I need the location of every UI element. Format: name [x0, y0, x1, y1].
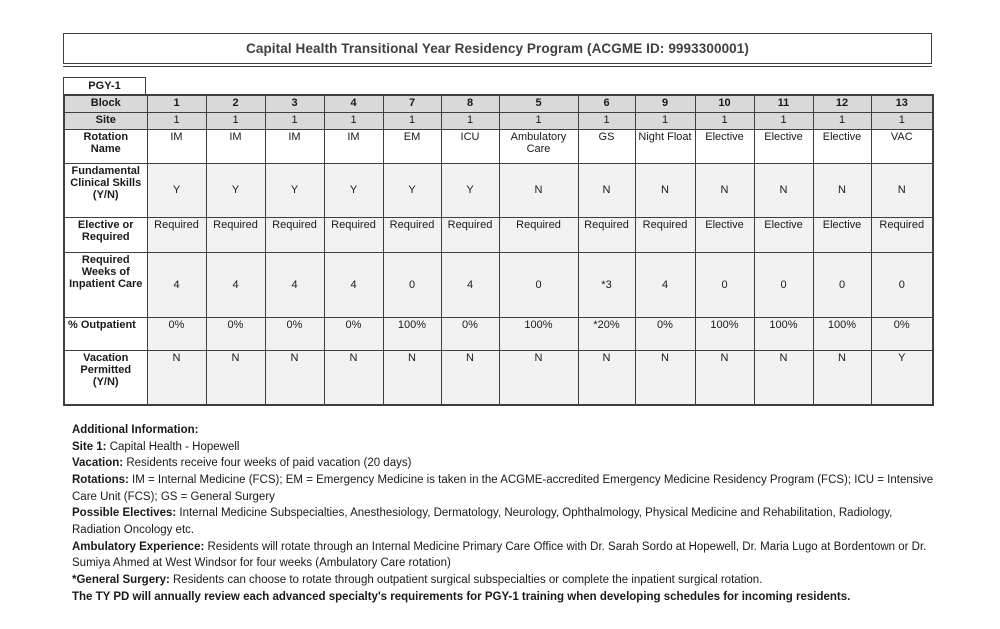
vacation-cell: N: [695, 350, 754, 405]
vacation-cell: N: [265, 350, 324, 405]
rotation-cell: ICU: [441, 129, 499, 163]
site-cell: 1: [499, 112, 578, 129]
elective_or_required-cell: Required: [499, 217, 578, 252]
vacation-cell: N: [813, 350, 871, 405]
additional-information-heading: Additional Information:: [72, 424, 199, 436]
vacation-cell: N: [754, 350, 813, 405]
fcs-cell: N: [695, 163, 754, 217]
note-line: Possible Electives: Internal Medicine Subspecialties, Anesthesiology, Dermatology, Neurology, Ophthalmology, Physical Medicine and Rehabilitation, Radiology, Radiation Oncology etc.: [72, 507, 893, 537]
elective_or_required-cell: Required: [441, 217, 499, 252]
blocks-cell: 2: [206, 95, 265, 112]
row-label-vacation-permitted: Vacation Permitted (Y/N): [64, 350, 147, 405]
rotation-cell: EM: [383, 129, 441, 163]
table-row-elective-or-required: [64, 217, 933, 252]
row-label-elective-or-required: Elective or Required: [64, 217, 147, 252]
vacation-cell: N: [578, 350, 635, 405]
blocks-cell: 5: [499, 95, 578, 112]
elective_or_required-cell: Elective: [754, 217, 813, 252]
site-cell: 1: [754, 112, 813, 129]
fcs-cell: N: [871, 163, 933, 217]
vacation-cell: N: [324, 350, 383, 405]
pct_outpatient-cell: 0%: [871, 317, 933, 350]
site-cell: 1: [265, 112, 324, 129]
blocks-cell: 11: [754, 95, 813, 112]
blocks-cell: 6: [578, 95, 635, 112]
table-row-inpatient-weeks: [64, 252, 933, 317]
schedule-table: [63, 94, 934, 406]
note-line: *General Surgery: Residents can choose to rotate through outpatient surgical subspecialties or complete the inpatient surgical rotation.: [72, 574, 763, 587]
elective_or_required-cell: Required: [265, 217, 324, 252]
rotation-cell: Night Float: [635, 129, 695, 163]
note-line: The TY PD will annually review each advanced specialty's requirements for PGY-1 training when developing schedules for incoming residents.: [72, 590, 851, 603]
site-cell: 1: [813, 112, 871, 129]
blocks-cell: 1: [147, 95, 206, 112]
pct_outpatient-cell: 100%: [754, 317, 813, 350]
inpatient_weeks-cell: 0: [813, 252, 871, 317]
fcs-cell: Y: [147, 163, 206, 217]
pct_outpatient-cell: 0%: [265, 317, 324, 350]
vacation-cell: N: [383, 350, 441, 405]
site-cell: 1: [206, 112, 265, 129]
inpatient_weeks-cell: *3: [578, 252, 635, 317]
rotation-cell: IM: [324, 129, 383, 163]
pct_outpatient-cell: 100%: [383, 317, 441, 350]
elective_or_required-cell: Elective: [813, 217, 871, 252]
pct_outpatient-cell: 0%: [147, 317, 206, 350]
table-row-block: [64, 95, 933, 112]
vacation-cell: N: [147, 350, 206, 405]
rotation-cell: Ambulatory Care: [499, 129, 578, 163]
blocks-cell: 13: [871, 95, 933, 112]
site-cell: 1: [324, 112, 383, 129]
elective_or_required-cell: Required: [147, 217, 206, 252]
inpatient_weeks-cell: 4: [441, 252, 499, 317]
rotation-cell: Elective: [813, 129, 871, 163]
inpatient_weeks-cell: 4: [147, 252, 206, 317]
note-line: Site 1: Capital Health - Hopewell: [72, 440, 240, 453]
inpatient_weeks-cell: 0: [754, 252, 813, 317]
fcs-cell: Y: [206, 163, 265, 217]
elective_or_required-cell: Required: [383, 217, 441, 252]
row-label-block: Block: [64, 95, 147, 112]
elective_or_required-cell: Required: [871, 217, 933, 252]
pct_outpatient-cell: *20%: [578, 317, 635, 350]
pct_outpatient-cell: 0%: [324, 317, 383, 350]
blocks-cell: 7: [383, 95, 441, 112]
row-label-site: Site: [64, 112, 147, 129]
fcs-cell: N: [754, 163, 813, 217]
fcs-cell: Y: [383, 163, 441, 217]
rotation-cell: VAC: [871, 129, 933, 163]
table-row-pct-outpatient: [64, 317, 933, 350]
vacation-cell: N: [206, 350, 265, 405]
pct_outpatient-cell: 100%: [695, 317, 754, 350]
fcs-cell: Y: [265, 163, 324, 217]
vacation-cell: N: [441, 350, 499, 405]
site-cell: 1: [695, 112, 754, 129]
elective_or_required-cell: Required: [324, 217, 383, 252]
additional-information-section: [72, 422, 934, 605]
fcs-cell: N: [499, 163, 578, 217]
vacation-cell: Y: [871, 350, 933, 405]
vacation-cell: N: [635, 350, 695, 405]
inpatient_weeks-cell: 0: [695, 252, 754, 317]
inpatient_weeks-cell: 0: [383, 252, 441, 317]
rotation-cell: IM: [265, 129, 324, 163]
note-line: Ambulatory Experience: Residents will rotate through an Internal Medicine Primary Care Office with Dr. Sarah Sordo at Hopewell, Dr. Maria Lugo at Bordentown or Dr. Sumiya Ahmed at West Windsor for four weeks (Ambulatory Care rotation): [72, 540, 927, 570]
blocks-cell: 9: [635, 95, 695, 112]
fcs-cell: N: [635, 163, 695, 217]
site-cell: 1: [147, 112, 206, 129]
note-line: Rotations: IM = Internal Medicine (FCS); EM = Emergency Medicine is taken in the ACGME-accredited Emergency Medicine Residency Program (FCS); ICU = Intensive Care Unit (FCS); GS = General Surgery: [72, 474, 934, 503]
year-label-cell: PGY-1: [63, 77, 146, 94]
spacer: [63, 67, 932, 77]
blocks-cell: 8: [441, 95, 499, 112]
pct_outpatient-cell: 0%: [441, 317, 499, 350]
table-row-fundamental-clinical-skills: [64, 163, 933, 217]
inpatient_weeks-cell: 4: [265, 252, 324, 317]
page-title: Capital Health Transitional Year Residency Program (ACGME ID: 9993300001): [63, 33, 932, 64]
row-label-inpatient-weeks: Required Weeks of Inpatient Care: [64, 252, 147, 317]
elective_or_required-cell: Required: [578, 217, 635, 252]
pct_outpatient-cell: 100%: [499, 317, 578, 350]
elective_or_required-cell: Required: [635, 217, 695, 252]
pct_outpatient-cell: 0%: [206, 317, 265, 350]
row-label-rotation-name: Rotation Name: [64, 129, 147, 163]
vacation-cell: N: [499, 350, 578, 405]
additional-information-lines: [72, 439, 934, 606]
rotation-cell: GS: [578, 129, 635, 163]
rotation-cell: IM: [206, 129, 265, 163]
site-cell: 1: [635, 112, 695, 129]
rotation-cell: IM: [147, 129, 206, 163]
row-label-pct-outpatient: % Outpatient: [64, 317, 147, 350]
site-cell: 1: [871, 112, 933, 129]
rotation-cell: Elective: [754, 129, 813, 163]
blocks-cell: 12: [813, 95, 871, 112]
blocks-cell: 4: [324, 95, 383, 112]
fcs-cell: N: [813, 163, 871, 217]
table-row-vacation-permitted: [64, 350, 933, 405]
blocks-cell: 3: [265, 95, 324, 112]
inpatient_weeks-cell: 4: [324, 252, 383, 317]
document-sheet: [63, 33, 932, 605]
pct_outpatient-cell: 100%: [813, 317, 871, 350]
table-row-site: [64, 112, 933, 129]
table-row-rotation-name: [64, 129, 933, 163]
site-cell: 1: [383, 112, 441, 129]
fcs-cell: Y: [441, 163, 499, 217]
note-line: Vacation: Residents receive four weeks of paid vacation (20 days): [72, 457, 412, 470]
inpatient_weeks-cell: 0: [499, 252, 578, 317]
fcs-cell: N: [578, 163, 635, 217]
site-cell: 1: [441, 112, 499, 129]
inpatient_weeks-cell: 0: [871, 252, 933, 317]
site-cell: 1: [578, 112, 635, 129]
elective_or_required-cell: Elective: [695, 217, 754, 252]
row-label-fundamental-clinical-skills: Fundamental Clinical Skills (Y/N): [64, 163, 147, 217]
inpatient_weeks-cell: 4: [635, 252, 695, 317]
pct_outpatient-cell: 0%: [635, 317, 695, 350]
rotation-cell: Elective: [695, 129, 754, 163]
fcs-cell: Y: [324, 163, 383, 217]
blocks-cell: 10: [695, 95, 754, 112]
inpatient_weeks-cell: 4: [206, 252, 265, 317]
elective_or_required-cell: Required: [206, 217, 265, 252]
